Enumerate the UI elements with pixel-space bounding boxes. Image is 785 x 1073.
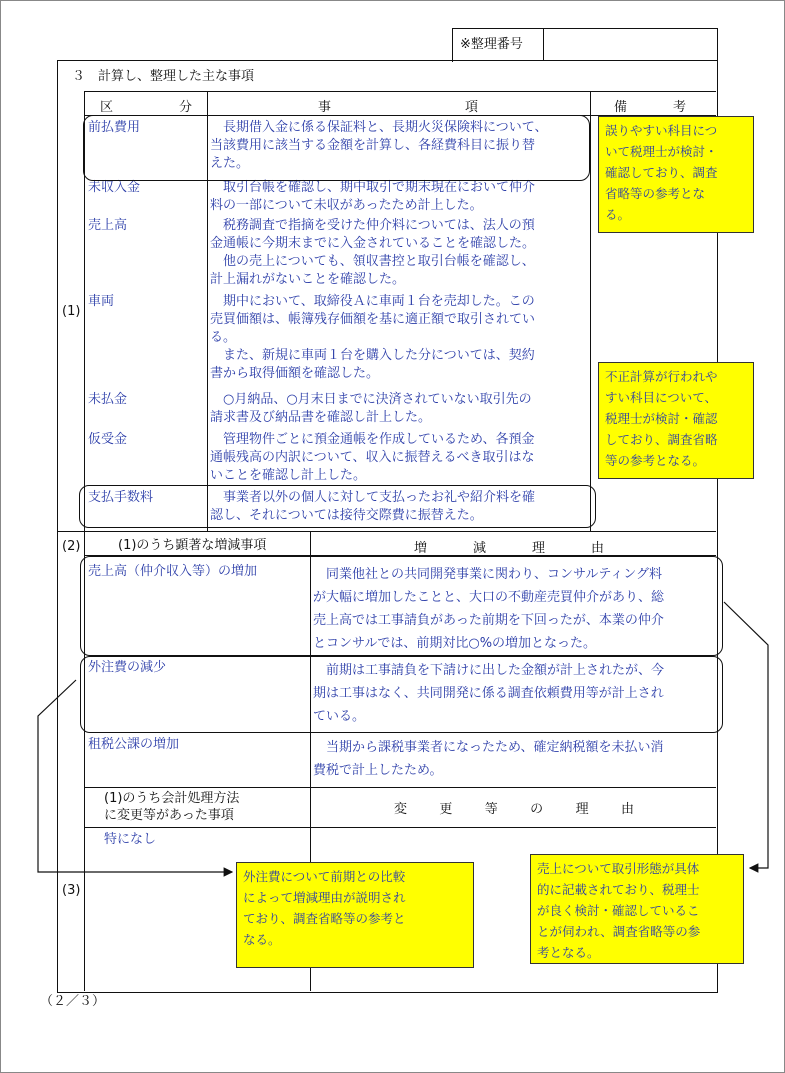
p1-item-body: ○月納品、○月末日までに決済されていない取引先の 請求書及び納品書を確認し計上した。 bbox=[210, 392, 532, 425]
p3-top-line bbox=[84, 787, 716, 788]
p1-item-body: 期中において、取締役Ａに車両１台を売却した。この 売買価額は、帳簿残存価額を基に適正額で取引されてい る。 また、新規に車両１台を購入した分については、契約 書から取得価額を確認した。 bbox=[210, 294, 536, 381]
p1-col-jiko-divider bbox=[590, 91, 591, 531]
p1-header-biko: 備 考 bbox=[614, 100, 686, 115]
p1-item-name: 売上高 bbox=[88, 218, 128, 233]
p3-header-line bbox=[84, 827, 716, 828]
p2-item-name: 租税公課の増加 bbox=[88, 737, 180, 752]
p3-item: 特になし bbox=[104, 832, 157, 847]
part3-label: (3) bbox=[62, 883, 81, 898]
highlight-box-shiharai-tesuryo bbox=[79, 485, 596, 528]
highlight-box-gaichuhi bbox=[80, 656, 723, 733]
hr bbox=[84, 91, 716, 92]
p1-item-name: 支払手数料 bbox=[88, 490, 154, 505]
ref-number-value[interactable] bbox=[545, 30, 715, 60]
p1-item-name: 仮受金 bbox=[88, 432, 128, 447]
p2-header-left: (1)のうち顕著な増減事項 bbox=[118, 538, 267, 553]
p2-item-name: 売上高（仲介収入等）の増加 bbox=[88, 564, 258, 579]
ref-number-label: ※整理番号 bbox=[460, 37, 523, 52]
p1-item-body: 取引台帳を確認し、期中取引で期末現在において仲介 料の一部について未収があったため計上した。 bbox=[210, 180, 536, 213]
note-ayamari-kamoku: 誤りやすい科目につ いて税理士が検討・ 確認しており、調査 省略等の参考とな る。 bbox=[598, 116, 754, 233]
p2-item-body: 同業他社との共同開発事業に関わり、コンサルティング料 が大幅に増加したことと、大口の不動産売買仲介があり、総 売上高では工事請負があった前期を下回ったが、本業の仲介 とコンサルでは、前期対比○%の増加となった。 bbox=[313, 567, 665, 651]
note-fusei-keisan: 不正計算が行われや すい科目について、 税理士が検討・確認 しており、調査省略 等の参考となる。 bbox=[598, 362, 754, 479]
part1-label: (1) bbox=[62, 304, 81, 319]
p1-header-jiko: 事 項 bbox=[318, 100, 478, 115]
ref-number-divider bbox=[543, 28, 544, 61]
note-gaichuhi: 外注費について前期との比較 によって増減理由が説明され ており、調査省略等の参考と なる。 bbox=[236, 862, 474, 968]
p1-item-body: 税務調査で指摘を受けた仲介料については、法人の預 金通帳に今期末までに入金されていることを確認した。 他の売上についても、領収書控と取引台帳を確認し、 計上漏れがないことを確認した。 bbox=[210, 218, 536, 287]
section3-title: ３ 計算し、整理した主な事項 bbox=[72, 69, 255, 84]
p1-bottom-line bbox=[57, 531, 716, 532]
p1-item-name: 未収入金 bbox=[88, 180, 141, 195]
p1-item-body: 管理物件ごとに預金通帳を作成しているため、各預金 通帳残高の内訳について、収入に振替えるべき取引はな いことを確認し計上した。 bbox=[210, 432, 535, 483]
highlight-box-maebarai bbox=[83, 115, 590, 181]
p1-item-body: 長期借入金に係る保証料と、長期火災保険料について、 当該費用に該当する金額を計算し、各経費科目に振り替 えた。 bbox=[210, 120, 548, 171]
p2-item-body: 当期から課税事業者になったため、確定納税額を未払い消 費税で計上したため。 bbox=[313, 740, 664, 778]
p3-header-left: (1)のうち会計処理方法 に変更等があった事項 bbox=[104, 791, 240, 823]
label-col-divider bbox=[84, 91, 85, 991]
p3-header-right: 変 更 等 の 理 由 bbox=[394, 802, 634, 817]
p1-header-kubun: 区 分 bbox=[100, 100, 192, 115]
p1-item-name: 未払金 bbox=[88, 392, 128, 407]
p2-item-body: 前期は工事請負を下請けに出した金額が計上されたが、今 期は工事はなく、共同開発に係る調査依頼費用等が計上され ている。 bbox=[313, 663, 665, 724]
part2-label: (2) bbox=[62, 539, 81, 554]
p1-item-body: 事業者以外の個人に対して支払ったお礼や紹介料を確 認し、それについては接待交際費に振替えた。 bbox=[210, 490, 536, 523]
p2-item-name: 外注費の減少 bbox=[88, 660, 167, 675]
p1-item-name: 前払費用 bbox=[88, 120, 141, 135]
p1-item-name: 車両 bbox=[88, 294, 115, 309]
page-number: （２／３） bbox=[40, 994, 106, 1009]
p2-header-right: 増 減 理 由 bbox=[414, 541, 604, 556]
note-uriage: 売上について取引形態が具体 的に記載されており、税理士 が良く検討・確認しているこ とが伺われ、調査省略等の参 考となる。 bbox=[530, 854, 744, 964]
highlight-box-uriage bbox=[80, 556, 723, 656]
